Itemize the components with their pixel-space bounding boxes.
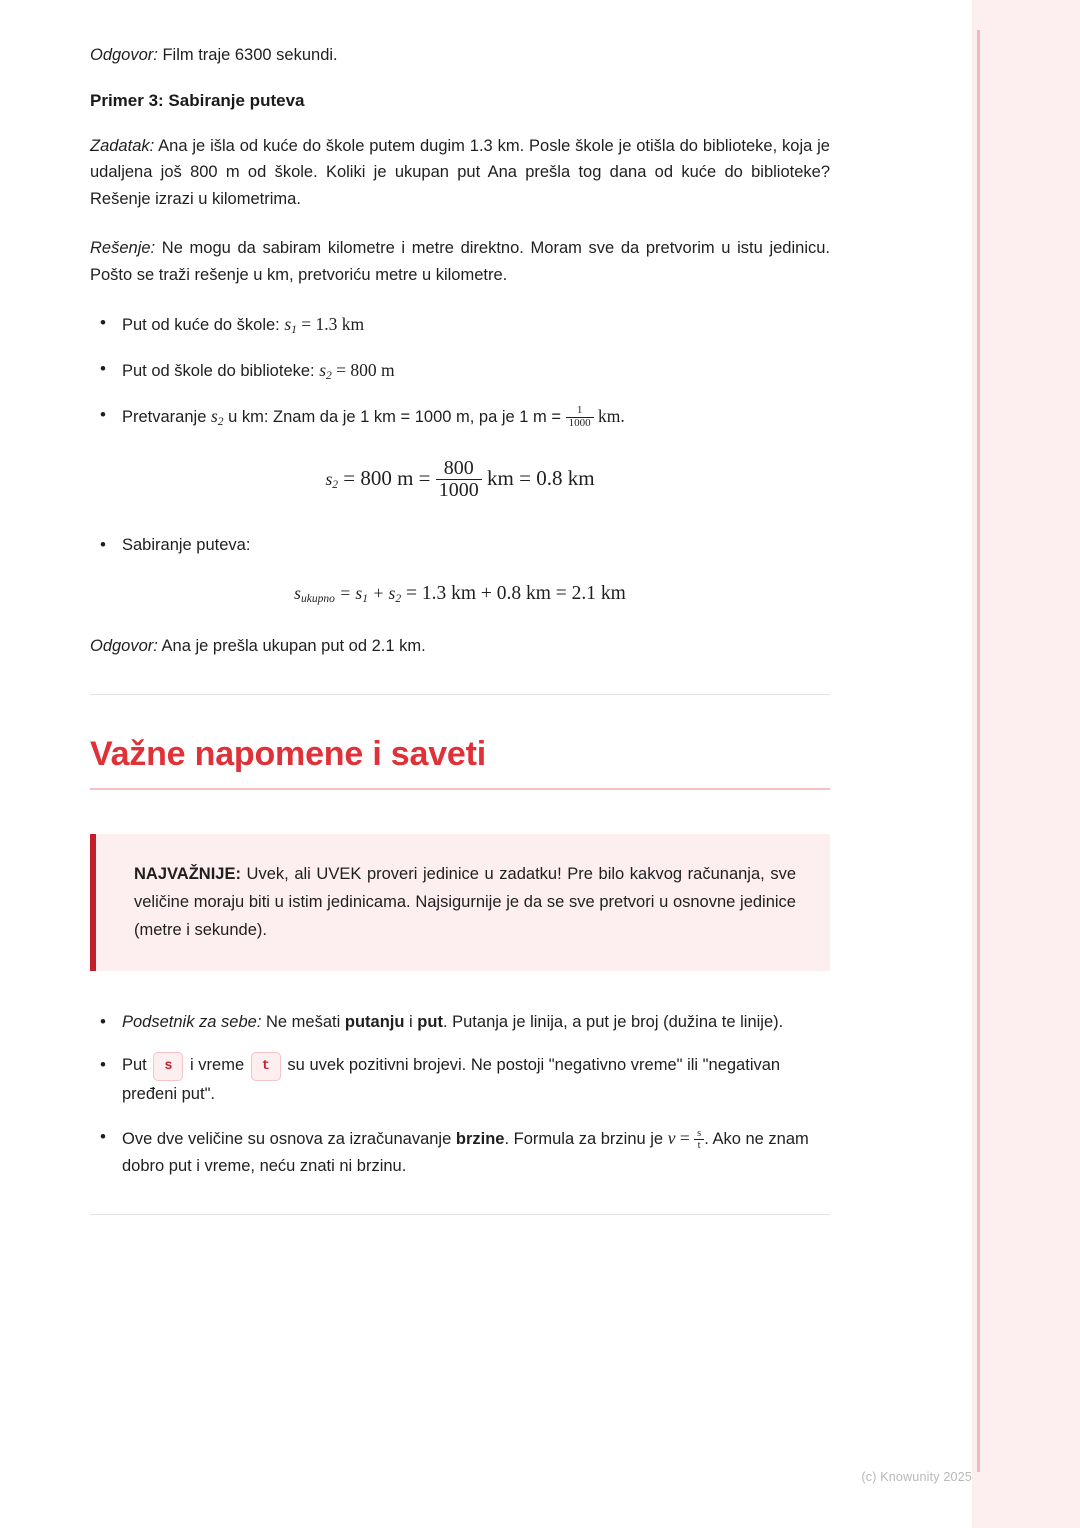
solution-text: Ne mogu da sabiram kilometre i metre direktno. Moram sve da pretvorim u istu jedinicu. Pošto se traži rešenje u km, pretvoriću metre u kilometre. bbox=[90, 238, 830, 284]
bottom-divider bbox=[90, 1214, 830, 1215]
answer-label-1: Odgovor: bbox=[90, 46, 158, 64]
note-1-d: . Putanja je linija, a put je broj (dužina te linije). bbox=[442, 1012, 784, 1031]
page-decoration-line bbox=[977, 30, 980, 1472]
eq2-lhs-sub: ukupno bbox=[300, 592, 335, 605]
fraction-numerator: 1 bbox=[566, 405, 594, 418]
fraction-denominator: 1000 bbox=[438, 479, 479, 502]
bullet-4-text: Sabiranje puteva: bbox=[122, 536, 251, 555]
eq2-rhs-sub1: 1 bbox=[362, 592, 368, 605]
bullet-2-value: = 800 m bbox=[331, 360, 395, 381]
eq2-rhs-sub2: 2 bbox=[395, 592, 402, 605]
list-item bbox=[122, 1124, 830, 1179]
list-item bbox=[122, 356, 830, 386]
section-divider bbox=[90, 694, 830, 695]
solution-steps-list bbox=[90, 310, 830, 432]
section-title-underline bbox=[90, 788, 830, 790]
bullet-1-sub: 1 bbox=[291, 324, 297, 337]
bullet-3-sub: 2 bbox=[217, 416, 224, 429]
section-title: Važne napomene i saveti bbox=[90, 734, 487, 773]
eq2-rhs: = s bbox=[334, 582, 363, 603]
callout-body: Uvek, ali UVEK proveri jedinice u zadatku! Pre bilo kakvog računanja, sve veličine moraju biti u istim jedinicama. Najsigurnije je da se sve pretvori u osnovne jedinice (metre i sekunde). bbox=[134, 864, 796, 940]
note-3-var: v bbox=[667, 1128, 676, 1149]
bullet-2-text: Put od škole do biblioteke: bbox=[122, 362, 320, 381]
note-3-b: . Formula za brzinu je bbox=[504, 1130, 668, 1149]
equation-1 bbox=[90, 458, 830, 502]
equation-fraction bbox=[436, 458, 482, 502]
footer-copyright: (c) Knowunity 2025 bbox=[861, 1470, 972, 1484]
answer-text-2: Ana je prešla ukupan put od 2.1 km. bbox=[157, 636, 426, 655]
eq2-result: = 1.3 km + 0.8 km = 2.1 km bbox=[401, 582, 626, 604]
task-label: Zadatak: bbox=[90, 136, 155, 155]
bullet-3-var: s bbox=[210, 406, 218, 426]
answer-paragraph-1 bbox=[90, 42, 830, 69]
list-item bbox=[122, 532, 830, 559]
callout-box bbox=[90, 834, 830, 971]
note-3-eq: = bbox=[675, 1128, 695, 1149]
note-2-a: Put bbox=[122, 1055, 152, 1074]
note-1-label: Podsetnik za sebe: bbox=[122, 1012, 262, 1031]
answer-text-1: Film traje 6300 sekundi. bbox=[157, 46, 338, 64]
eq1-lhs-sub: 2 bbox=[332, 478, 338, 491]
bullet-3-mid: u km: Znam da je 1 km = 1000 m, pa je 1 m = bbox=[223, 408, 566, 426]
eq2-plus: + s bbox=[367, 582, 396, 603]
list-item bbox=[122, 402, 830, 432]
fraction-numerator: 800 bbox=[436, 458, 482, 481]
page-decoration-rail bbox=[972, 0, 1080, 1528]
task-text: Ana je išla od kuće do škole putem dugim 1.3 km. Posle škole je otišla do biblioteke, koja je udaljena još 800 m od škole. Koliki je ukupan put Ana prešla tog dana od kuće do biblioteke? Rešenje izrazi u kilometrima. bbox=[90, 136, 830, 209]
equation-2 bbox=[90, 583, 830, 605]
note-1-c: i bbox=[404, 1012, 418, 1031]
bullet-2-sub: 2 bbox=[326, 370, 332, 383]
inline-fraction bbox=[566, 405, 594, 430]
example-heading: Primer 3: Sabiranje puteva bbox=[90, 90, 305, 110]
fraction-numerator: s bbox=[694, 1128, 704, 1140]
notes-list bbox=[90, 1009, 830, 1180]
bullet-1-value: = 1.3 km bbox=[296, 314, 365, 335]
list-item bbox=[122, 1052, 830, 1109]
sum-step-list bbox=[90, 532, 830, 559]
bullet-3-suffix: km. bbox=[593, 406, 625, 426]
answer-label-2: Odgovor: bbox=[90, 636, 158, 655]
eq1-part-2: km = 0.8 km bbox=[481, 465, 595, 490]
task-paragraph bbox=[90, 133, 830, 213]
note-2-b: i vreme bbox=[185, 1055, 249, 1074]
bullet-1-text: Put od kuće do škole: bbox=[122, 316, 285, 335]
note-2-c: su uvek pozitivni brojevi. Ne postoji "negativno vreme" ili "negativan pređeni put". bbox=[122, 1055, 781, 1104]
fraction-denominator: t bbox=[697, 1140, 701, 1152]
callout-text bbox=[134, 860, 796, 945]
solution-paragraph bbox=[90, 235, 830, 288]
list-item bbox=[122, 1009, 830, 1036]
note-1-bold-2: put bbox=[417, 1012, 443, 1031]
code-chip-s: s bbox=[153, 1052, 183, 1082]
callout-lead: NAJVAŽNIJE: bbox=[134, 864, 241, 883]
note-3-a: Ove dve veličine su osnova za izračunavanje bbox=[122, 1130, 456, 1149]
bullet-3-prefix: Pretvaranje bbox=[122, 408, 211, 426]
eq1-part-1: = 800 m = bbox=[338, 465, 436, 490]
eq1-lhs-var: s bbox=[325, 468, 333, 489]
note-1-bold-1: putanju bbox=[344, 1012, 405, 1031]
note-3-bold: brzine bbox=[455, 1130, 505, 1149]
fraction-denominator: 1000 bbox=[568, 417, 591, 430]
eq2-lhs-var: s bbox=[294, 582, 301, 603]
code-chip-t: t bbox=[251, 1052, 281, 1082]
note-3-c: . Ako ne znam dobro put i vreme, neću znati ni brzinu. bbox=[122, 1130, 809, 1175]
answer-paragraph-2 bbox=[90, 633, 830, 660]
bullet-2-var: s bbox=[319, 360, 327, 381]
speed-fraction bbox=[694, 1128, 704, 1152]
solution-label: Rešenje: bbox=[90, 238, 156, 257]
bullet-1-var: s bbox=[284, 314, 292, 335]
document-content bbox=[90, 42, 830, 1215]
list-item bbox=[122, 310, 830, 340]
note-1-a: Ne mešati bbox=[261, 1012, 345, 1031]
